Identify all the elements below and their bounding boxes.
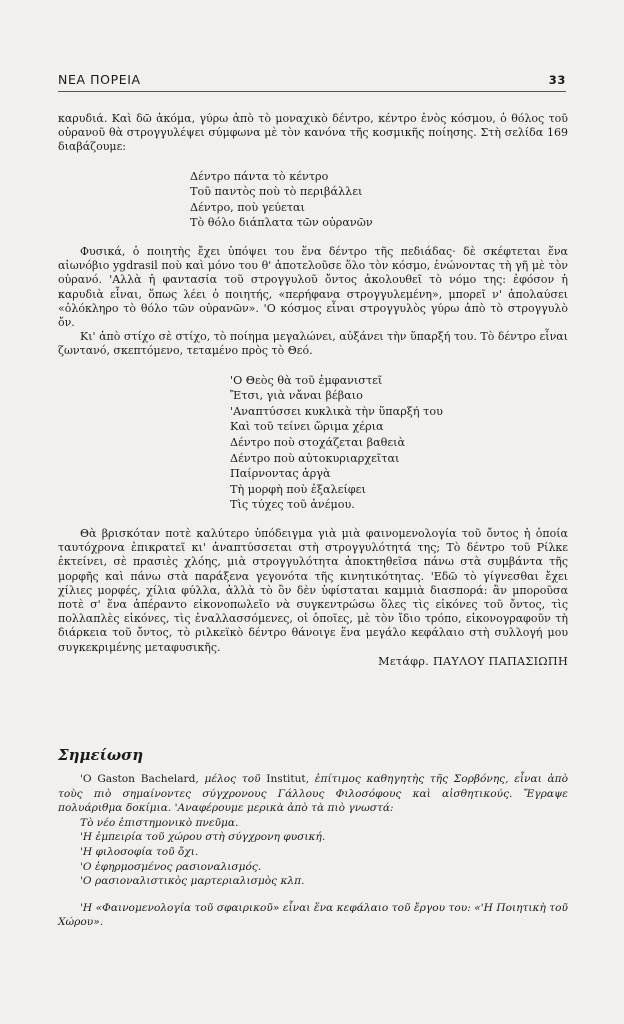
note-section — [58, 772, 568, 930]
author-name: Gaston Bachelard — [97, 773, 196, 785]
running-header — [58, 72, 566, 87]
poem-line: Δέντρο ποὺ στοχάζεται βαθειὰ — [230, 435, 406, 449]
translator-signature: Μετάφρ. ΠΑΥΛΟΥ ΠΑΠΑΣΙΩΠΗ — [378, 654, 568, 668]
paragraph-4: Θὰ βρισκόταν ποτὲ καλύτερο ὑπόδειγμα γιὰ μιὰ φαινομενολογία τοῦ ὄντος ἡ ὁποία ταυτόχρονα ἐπικρατεῖ κι' ἀναπτύσσεται στὴ στρογγυλότητά της; Τὸ δέντρο τοῦ Ρίλκε ἐκτείνει, σὲ πρασιὲς χλόης, μιὰ στρογγυλότητα ἀποκτηθεῖσα πάνω στὰ συμβάντα τῆς μορφῆς καὶ πάνω στὰ παράξενα γεγονότα τῆς κινητικότητας. 'Εδῶ τὸ γίγνεσθαι ἔχει χίλιες μορφές, χίλια φύλλα, ἀλλὰ τὸ ὂν δὲν ὑφίσταται καμμιὰ διασπορά: ἂν μποροῦσα ποτὲ σ' ἕνα ἀπέραντο εἰκονοπωλεῖο νὰ συγκεντρώσω ὅλες τὶς εἰκόνες τοῦ ὄντος, τὶς πολλαπλὲς εἰκόνες, τὶς ἐναλλασσόμενες, οἱ ὁποῖες, μὲ τὸν ἴδιο τρόπο, εἰκονογραφοῦν τὴ διάρκεια τοῦ ὄντος, τὸ ριλκεϊκὸ δέντρο θάνοιγε ἕνα μεγάλο κεφάλαιο στὴ συλλογή μου συγκεκριμένης μεταφυσικῆς. — [58, 526, 568, 654]
note-closing: 'Η «Φαινομενολογία τοῦ σφαιρικοῦ» εἶναι ἕνα κεφάλαιο τοῦ ἔργου του: «'Η Ποιητικὴ τοῦ Χώρου». — [58, 901, 568, 929]
note-intro-b: , μέλος τοῦ — [195, 773, 267, 785]
poem-line: Δέντρο ποὺ αὐτοκυριαρχεῖται — [230, 451, 400, 465]
institut-name: Institut — [266, 773, 306, 785]
header-rule — [58, 91, 566, 92]
poem-line: Δέντρο πάντα τὸ κέντρο — [190, 169, 329, 183]
poem-line: Δέντρο, ποὺ γεύεται — [190, 200, 305, 214]
poem-line: Τοῦ παντὸς ποὺ τὸ περιβάλλει — [190, 185, 363, 199]
list-item: 'Ο ρασιοναλιστικὸς μαρτεριαλισμὸς κλπ. — [80, 875, 305, 888]
poem-line: Τὸ θόλο διάπλατα τῶν οὐρανῶν — [190, 216, 373, 230]
intro-paragraph: καρυδιά. Καὶ δῶ ἀκόμα, γύρω ἀπὸ τὸ μοναχικὸ δέντρο, κέντρο ἑνὸς κόσμου, ὁ θόλος τοῦ οὐρανοῦ θὰ στρογγυλέψει σύμφωνα μὲ τὸν κανόνα τῆς κοσμικῆς ποίησης. Στὴ σελίδα 169 διαβάζουμε: — [58, 112, 568, 154]
poem-line: Καὶ τοῦ τείνει ὥριμα χέρια — [230, 420, 384, 434]
article-body — [58, 112, 568, 669]
poem-line: Παίρνοντας ἀργὰ — [230, 467, 331, 481]
poem-stanza-2 — [230, 373, 568, 513]
poem-line: Ἔτσι, γιὰ νἄναι βέβαιο — [230, 389, 363, 403]
note-heading: Σημείωση — [58, 746, 144, 764]
list-item: Τὸ νέο ἐπιστημονικὸ πνεῦμα. — [80, 816, 239, 829]
journal-title: ΝΕΑ ΠΟΡΕΙΑ — [58, 72, 141, 87]
note-intro — [58, 772, 568, 816]
poem-line: Τὴ μορφὴ ποὺ ἐξαλείφει — [230, 482, 366, 496]
works-list — [80, 816, 568, 889]
paragraph-3: Κι' ἀπὸ στίχο σὲ στίχο, τὸ ποίημα μεγαλώνει, αὐξάνει τὴν ὕπαρξή του. Τὸ δέντρο εἶναι ζωντανό, σκεπτόμενο, τεταμένο πρὸς τὸ Θεό. — [58, 330, 568, 358]
list-item: 'Ο ἐφηρμοσμένος ρασιοναλισμός. — [80, 860, 262, 873]
page-number: 33 — [548, 73, 566, 87]
poem-stanza-1 — [190, 169, 568, 231]
poem-line: 'Ο Θεὸς θὰ τοῦ ἐμφανιστεῖ — [230, 373, 383, 387]
poem-line: Τὶς τύχες τοῦ ἀνέμου. — [230, 498, 355, 512]
note-intro-c: , ἐπίτιμος καθηγητὴς τῆς Σορβόνης, εἶναι ἀπὸ τοὺς πιὸ σημαίνοντες σύγχρονους Γάλλους Φιλοσόφους καὶ αἰσθητικούς. Ἔγραψε πολυάριθμα δοκίμια. 'Αναφέρουμε μερικὰ ἀπὸ τὰ πιὸ γνωστά: — [58, 773, 569, 815]
list-item: 'Η ἐμπειρία τοῦ χώρου στὴ σύγχρονη φυσική. — [80, 831, 326, 844]
list-item: 'Η φιλοσοφία τοῦ ὄχι. — [80, 845, 199, 858]
poem-line: 'Αναπτύσσει κυκλικὰ τὴν ὕπαρξή του — [230, 404, 443, 418]
note-intro-a: 'Ο — [80, 773, 98, 785]
paragraph-2: Φυσικά, ὁ ποιητὴς ἔχει ὑπόψει του ἕνα δέντρο τῆς πεδιάδας· δὲ σκέφτεται ἕνα αἰωνόβιο ygdrasil ποὺ καὶ μόνο του θ' ἀποτελοῦσε ὅλο τὸν κόσμο, ἑνώνοντας τὴ γῆ μὲ τὸν οὐρανό. 'Αλλὰ ἡ φαντασία τοῦ στρογγυλοῦ ὄντος ἀκολουθεῖ τὸ νόμο της: ἐφόσον ἡ καρυδιὰ εἶναι, ὅπως λέει ὁ ποιητής, «περήφανα στρογγυλεμένη», μπορεῖ ν' ἀπολαύσει «ὁλόκληρο τὸ θόλο τῶν οὐρανῶν». 'Ο κόσμος εἶναι στρογγυλὸς γύρω ἀπὸ τὸ στρογγυλὸ ὄν. — [58, 244, 568, 329]
